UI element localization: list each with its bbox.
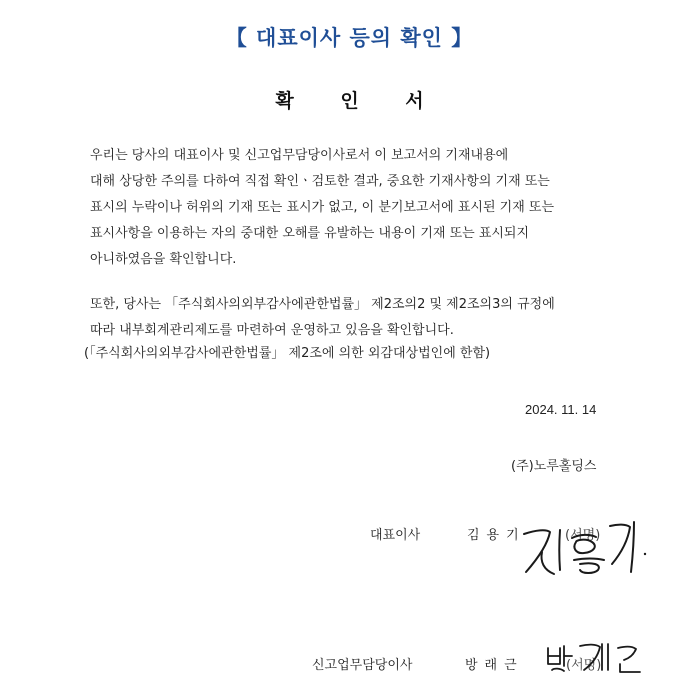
signer-role: 대표이사	[370, 528, 421, 543]
document-title: 확 인 서	[275, 90, 444, 112]
paragraph-line: 아니하였음을 확인합니다.	[90, 252, 237, 267]
reporting-officer-signature-row	[312, 654, 672, 674]
ceo-signature-row	[370, 524, 670, 544]
signature-mark-label: (서명)	[566, 658, 602, 673]
signer-name: 방래근	[465, 658, 524, 673]
paragraph-line: 우리는 당사의 대표이사 및 신고업무담당이사로서 이 보고서의 기재내용에	[90, 148, 509, 163]
paragraph-line: 표시사항을 이용하는 자의 중대한 오해를 유발하는 내용이 기재 또는 표시되지	[90, 226, 530, 241]
ceo-handwritten-signature	[510, 512, 660, 578]
signer-role: 신고업무담당이사	[312, 658, 413, 673]
confirmation-paragraph	[90, 143, 650, 273]
paragraph-line: 표시의 누락이나 허위의 기재 또는 표시가 없고, 이 분기보고서에 표시된 기재 또는	[90, 200, 555, 215]
signer-name: 김용기	[467, 528, 526, 543]
internal-control-paragraph	[90, 292, 650, 344]
paragraph-line: 대해 상당한 주의를 다하여 직접 확인ㆍ검토한 결과, 중요한 기재사항의 기재 또는	[90, 174, 550, 189]
paragraph-line: 또한, 당사는 「주식회사의외부감사에관한법률」 제2조의2 및 제2조의3의 규정에	[90, 297, 555, 312]
applicability-note: (「주식회사의외부감사에관한법률」 제2조에 의한 외감대상법인에 한함)	[84, 346, 491, 361]
section-heading: 【 대표이사 등의 확인 】	[225, 26, 474, 50]
company-name: (주)노루홀딩스	[511, 459, 597, 474]
signature-mark-label: (서명)	[565, 528, 601, 543]
paragraph-line: 따라 내부회계관리제도를 마련하여 운영하고 있음을 확인합니다.	[90, 323, 454, 338]
document-date: 2024. 11. 14	[525, 402, 597, 417]
